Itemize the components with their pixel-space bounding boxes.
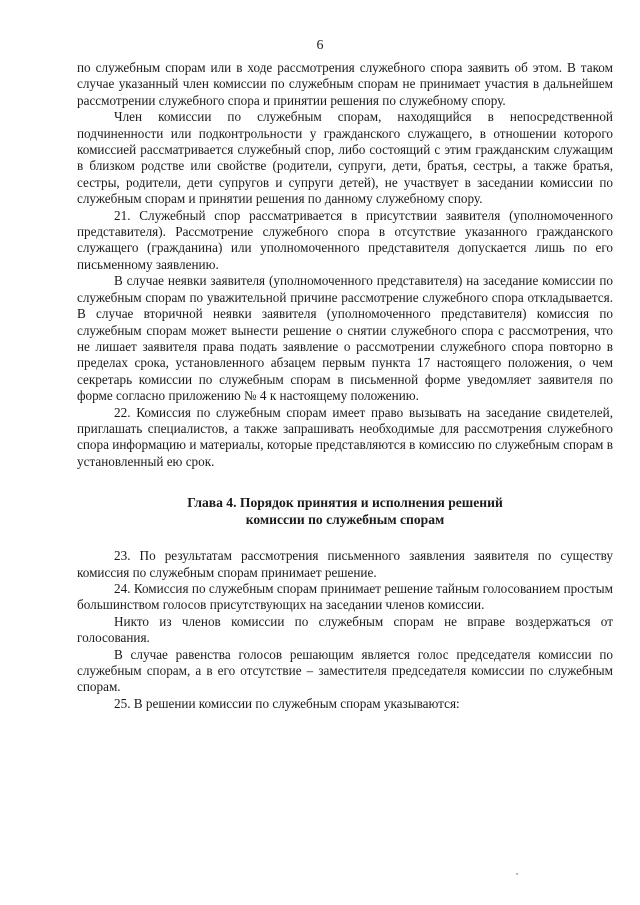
- scan-speck: [516, 873, 518, 875]
- chapter-heading-line-1: Глава 4. Порядок принятия и исполнения решений: [187, 495, 503, 511]
- paragraph-item-21: 21. Служебный спор рассматривается в присутствии заявителя (уполномоченного представителя). Рассмотрение служебного спора в отсутствие указанного гражданского служащего (гражданина) или уполномоченного представителя допускается лишь по его письменному заявлению.: [77, 207, 613, 272]
- paragraph-item-25: 25. В решении комиссии по служебным спорам указываются:: [114, 695, 460, 711]
- paragraph-item-24: 24. Комиссия по служебным спорам принимает решение тайным голосованием простым большинством голосов присутствующих на заседании членов комиссии.: [77, 580, 613, 613]
- paragraph-tie-vote: В случае равенства голосов решающим является голос председателя комиссии по служебным спорам, а в его отсутствие – заместителя председателя комиссии по служебным спорам.: [77, 646, 613, 695]
- paragraph-member-relationship: Член комиссии по служебным спорам, находящийся в непосредственной подчиненности или подконтрольности у гражданского служащего, в отношении которого комиссией рассматривается служебный спор, либо состоящий с этим гражданским служащим в близком родстве или свойстве (родители, супруги, дети, братья, сестры, а также братья, сестры, родители, дети супругов и супруги детей), не участвует в заседании комиссии по служебным спорам и принятии решения по данному служебному спору.: [77, 109, 613, 207]
- paragraph-no-abstain: Никто из членов комиссии по служебным спорам не вправе воздержаться от голосования.: [77, 613, 613, 646]
- chapter-heading-line-2: комиссии по служебным спорам: [245, 512, 445, 528]
- page-number: 6: [316, 38, 324, 53]
- paragraph-item-23: 23. По результатам рассмотрения письменного заявления заявителя по существу комиссия по служебным спорам принимает решение.: [77, 548, 613, 580]
- chapter-heading: [77, 494, 613, 528]
- document-body: [77, 60, 613, 712]
- paragraph-item-22: 22. Комиссия по служебным спорам имеет право вызывать на заседание свидетелей, приглашать специалистов, а также запрашивать необходимые для рассмотрения служебного спора информацию и материалы, которые представляются в комиссию по служебным спорам в установленный ею срок.: [77, 404, 613, 469]
- paragraph-continuation: по служебным спорам или в ходе рассмотрения служебного спора заявить об этом. В таком случае указанный член комиссии по служебным спорам не принимает участия в дальнейшем рассмотрении служебного спора и принятии решения по служебному спору.: [77, 60, 613, 108]
- paragraph-no-show: В случае неявки заявителя (уполномоченного представителя) на заседание комиссии по служебным спорам по уважительной причине рассмотрение служебного спора откладывается. В случае вторичной неявки заявителя (уполномоченного представителя) комиссия по служебным спорам может вынести решение о снятии служебного спора с рассмотрения, что не лишает заявителя права подать заявление о рассмотрении служебного спора повторно в пределах срока, установленного абзацем первым пункта 17 настоящего положения, о чем секретарь комиссии по служебным спорам в письменной форме уведомляет заявителя по форме согласно приложению № 4 к настоящему положению.: [77, 273, 613, 404]
